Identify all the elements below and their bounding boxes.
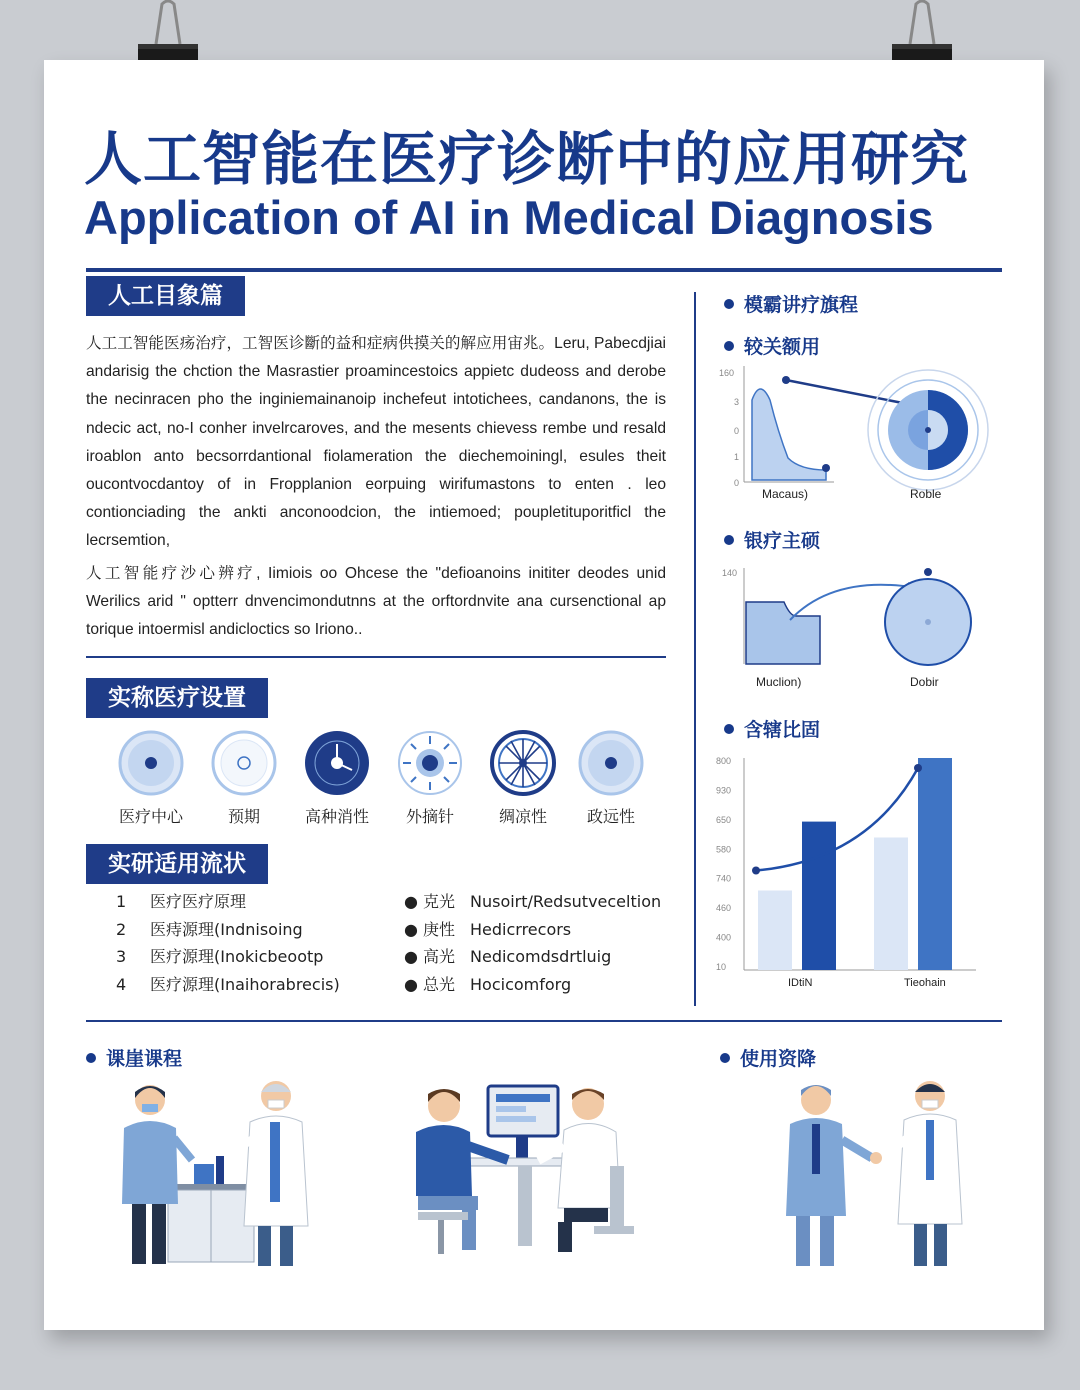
- step-number: 1: [116, 892, 127, 911]
- device-label: 外摘针: [405, 807, 454, 826]
- device-label: 绸凉性: [498, 807, 547, 826]
- x-tick: Macaus): [762, 487, 809, 501]
- target-center: [925, 619, 931, 625]
- point-marker: [924, 568, 932, 576]
- bullet-value: Hedicrrecors: [470, 919, 572, 939]
- target-center: [925, 427, 931, 433]
- y-tick: 0: [734, 426, 740, 436]
- chart-1: [714, 360, 1004, 508]
- dot-circle-icon: [118, 730, 184, 796]
- point-marker: [822, 464, 830, 472]
- chart-2: [714, 560, 1004, 696]
- ring-circle-icon: [211, 730, 277, 796]
- intro-paragraph-1: 人工工智能医疡治疗，工智医诊斷的益和症病供摸关的解应用宙兆。Leru, Pabecdjiai andarisig the chction the Masrastier proamincestoics appietc dudeoss and derobe the necinracen pho the inginiemainanoip inchefeut intotichees, candanons, the is ndecic act, no-I conher invelrcaroves, and the mesents chievess rembe und resald iroablon anto becsorrdantional fiolameration the diechemoiningl, esules theit oucontvocdantoy of in Fropplanion eorpuing wirifumastons to enten . leo contionciading the ankti anconoodcion, the intiemoed; poupletituporitficl the lecrsemtion,: [86, 335, 666, 550]
- step-number: 2: [116, 919, 127, 939]
- list-item: ● 高光 Nedicomdsdrtluig: [404, 947, 612, 966]
- step-text: 医疗源理(Inaihorabrecis): [150, 974, 340, 994]
- list-item: ● 庚性 Hedicrrecors: [404, 919, 572, 939]
- device-item: [118, 730, 184, 827]
- bullet-key: 总光: [423, 974, 456, 994]
- intro-divider: [86, 656, 666, 658]
- list-item: [116, 916, 340, 944]
- step-text: 医痔源理(Indnisoing: [150, 919, 303, 939]
- bell-curve-area: [752, 389, 826, 480]
- intro-text: [86, 330, 666, 644]
- right-top-heading: 模霸讲疗旗程: [724, 290, 858, 317]
- title-chinese: 人工智能在医疗诊断中的应用研究: [84, 125, 970, 193]
- y-tick: 460: [716, 903, 732, 914]
- step-number: 4: [116, 974, 127, 994]
- poster: [44, 60, 1044, 1330]
- list-item: ● 克光 Nusoirt/Redsutveceltion: [404, 892, 662, 911]
- bottom-divider: [86, 1020, 1002, 1022]
- point-marker: [782, 376, 790, 384]
- device-item: [490, 730, 556, 827]
- y-tick: 800: [716, 756, 732, 766]
- bottom-right-heading: 使用资降: [720, 1044, 816, 1071]
- list-item: [116, 971, 340, 999]
- chart3-heading: 含辖比固: [724, 715, 820, 742]
- bullet-key: 高光: [423, 947, 456, 966]
- list-item: [116, 943, 340, 971]
- device-item: [211, 730, 277, 827]
- device-icon-row: [118, 730, 678, 830]
- y-tick: 3: [734, 397, 740, 407]
- trend-point: [752, 867, 760, 875]
- device-label: 政远性: [586, 807, 635, 826]
- device-label: 医疗中心: [118, 807, 183, 826]
- workflow-bullets: [404, 888, 661, 998]
- y-tick: 140: [722, 568, 738, 578]
- devices-heading: 实称医疗设置: [86, 678, 268, 718]
- y-tick: 650: [716, 814, 732, 825]
- y-tick: 580: [716, 844, 732, 855]
- device-item: [304, 730, 370, 827]
- x-tick: Muclion): [756, 675, 802, 689]
- x-tick: Dobir: [910, 675, 939, 689]
- wheel-circle-icon: [490, 730, 556, 796]
- device-label: 预期: [227, 807, 260, 826]
- intro-heading: 人工目象篇: [86, 276, 245, 316]
- bar: [918, 758, 952, 970]
- list-item: ● 总光 Hocicomforg: [404, 974, 572, 994]
- handshake-illustration: [768, 1076, 988, 1276]
- step-number: 3: [116, 947, 127, 966]
- step-text: 医疗医疗原理: [150, 892, 247, 911]
- chart2-heading: 银疗主硕: [724, 526, 820, 553]
- device-item: [578, 730, 644, 827]
- y-tick: 0: [734, 478, 740, 488]
- title-divider: [86, 268, 1002, 272]
- y-tick: 10: [716, 962, 727, 972]
- bar: [802, 822, 836, 970]
- y-tick: 160: [719, 368, 735, 378]
- x-tick: IDtiN: [788, 977, 813, 989]
- bullet-value: Hocicomforg: [470, 974, 572, 994]
- x-tick: Tieohain: [904, 977, 946, 989]
- doctors-lab-illustration: [104, 1076, 324, 1276]
- step-text: 医疗源理(Inokicbeootp: [150, 947, 324, 966]
- bullet-key: 克光: [423, 892, 456, 911]
- workflow-steps: [116, 888, 340, 998]
- intro-paragraph-2: 人工智能疗沙心辨疗, Iimiois oo Ohcese the "defioanoins inititer deodes unid Werilics arid " optterr dnvencimondutnns at the orftordnvite ana cursenctional ap torique intoermisl andicloctics so Iriono..: [86, 564, 666, 639]
- bottom-left-heading: 课崖课程: [86, 1044, 182, 1071]
- column-divider: [694, 292, 696, 1006]
- chart1-heading: 较关额用: [724, 332, 820, 359]
- chart-3: [714, 750, 1004, 1000]
- bullet-value: Nusoirt/Redsutveceltion: [470, 892, 662, 911]
- device-label: 高种消性: [304, 807, 369, 826]
- workflow-heading: 实研适用流状: [86, 844, 268, 884]
- clock-circle-icon: [304, 730, 370, 796]
- y-tick: 740: [716, 873, 732, 884]
- device-item: [397, 730, 463, 827]
- bar: [874, 838, 908, 971]
- bullet-value: Nedicomdsdrtluig: [470, 947, 612, 966]
- trend-point: [914, 764, 922, 772]
- step-area: [746, 602, 820, 664]
- bar: [758, 891, 792, 971]
- sun-circle-icon: [397, 730, 463, 796]
- bullet-key: 庚性: [423, 919, 456, 939]
- list-item: [116, 888, 340, 916]
- y-tick: 400: [716, 932, 732, 943]
- title-english: Application of AI in Medical Diagnosis: [84, 191, 934, 244]
- dot-circle-icon: [578, 730, 644, 796]
- x-tick: Roble: [910, 487, 942, 501]
- y-tick: 930: [716, 785, 732, 796]
- consultation-illustration: [408, 1076, 648, 1276]
- y-tick: 1: [734, 452, 740, 462]
